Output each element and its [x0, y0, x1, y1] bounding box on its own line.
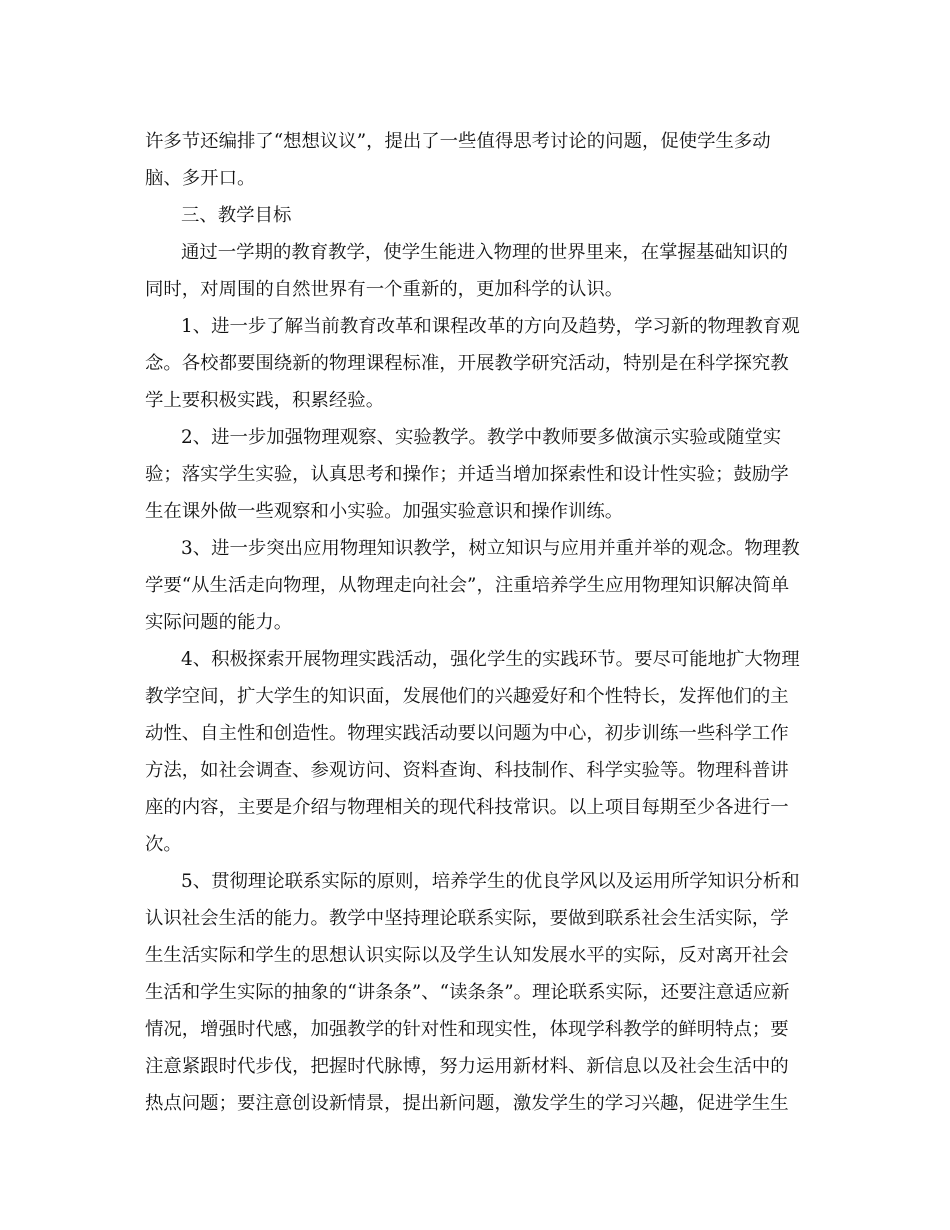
text-line: 生生活实际和学生的思想认识实际以及学生认知发展水平的实际，反对离开社会 [145, 945, 789, 966]
text-line: 教学空间，扩大学生的知识面，发展他们的兴趣爱好和个性特长，发挥他们的主 [145, 686, 789, 707]
text-line: 通过一学期的教育教学，使学生能进入物理的世界里来，在掌握基础知识的 [181, 242, 788, 263]
text-line: 热点问题；要注意创设新情景，提出新问题，激发学生的学习兴趣，促进学生生 [145, 1093, 789, 1114]
text-line: 实际问题的能力。 [145, 612, 293, 633]
text-line: 4、积极探索开展物理实践活动，强化学生的实践环节。要尽可能地扩大物理 [181, 649, 800, 670]
text-line: 许多节还编排了“想想议议”，提出了一些值得思考讨论的问题，促使学生多动 [145, 131, 771, 152]
text-line: 学上要积极实践，积累经验。 [145, 390, 385, 411]
text-line: 认识社会生活的能力。教学中坚持理论联系实际，要做到联系社会生活实际，学 [145, 908, 789, 929]
text-line: 5、贯彻理论联系实际的原则，培养学生的优良学风以及运用所学知识分析和 [181, 871, 800, 892]
text-line: 动性、自主性和创造性。物理实践活动要以问题为中心，初步训练一些科学工作 [145, 723, 789, 744]
text-line: 生在课外做一些观察和小实验。加强实验意识和操作训练。 [145, 501, 624, 522]
text-line: 2、进一步加强物理观察、实验教学。教学中教师要多做演示实验或随堂实 [181, 427, 782, 448]
text-line: 验；落实学生实验，认真思考和操作；并适当增加探索性和设计性实验；鼓励学 [145, 464, 789, 485]
text-line: 座的内容，主要是介绍与物理相关的现代科技常识。以上项目每期至少各进行一 [145, 797, 789, 818]
text-line: 学要“从生活走向物理，从物理走向社会”，注重培养学生应用物理知识解决简单 [145, 575, 790, 596]
text-line: 方法，如社会调查、参观访问、资料查询、科技制作、科学实验等。物理科普讲 [145, 760, 789, 781]
text-line: 脑、多开口。 [145, 168, 256, 189]
section-heading: 三、教学目标 [181, 205, 292, 226]
text-line: 情况，增强时代感，加强教学的针对性和现实性，体现学科教学的鲜明特点；要 [145, 1019, 789, 1040]
text-line: 同时，对周围的自然世界有一个重新的，更加科学的认识。 [145, 279, 624, 300]
text-line: 注意紧跟时代步伐，把握时代脉博，努力运用新材料、新信息以及社会生活中的 [145, 1056, 789, 1077]
text-line: 生活和学生实际的抽象的“讲条条”、“读条条”。理论联系实际，还要注意适应新 [145, 982, 790, 1003]
text-line: 次。 [145, 834, 182, 855]
text-line: 1、进一步了解当前教育改革和课程改革的方向及趋势，学习新的物理教育观 [181, 316, 800, 337]
text-line: 3、进一步突出应用物理知识教学，树立知识与应用并重并举的观念。物理教 [181, 538, 800, 559]
text-line: 念。各校都要围绕新的物理课程标准，开展教学研究活动，特别是在科学探究教 [145, 353, 789, 374]
